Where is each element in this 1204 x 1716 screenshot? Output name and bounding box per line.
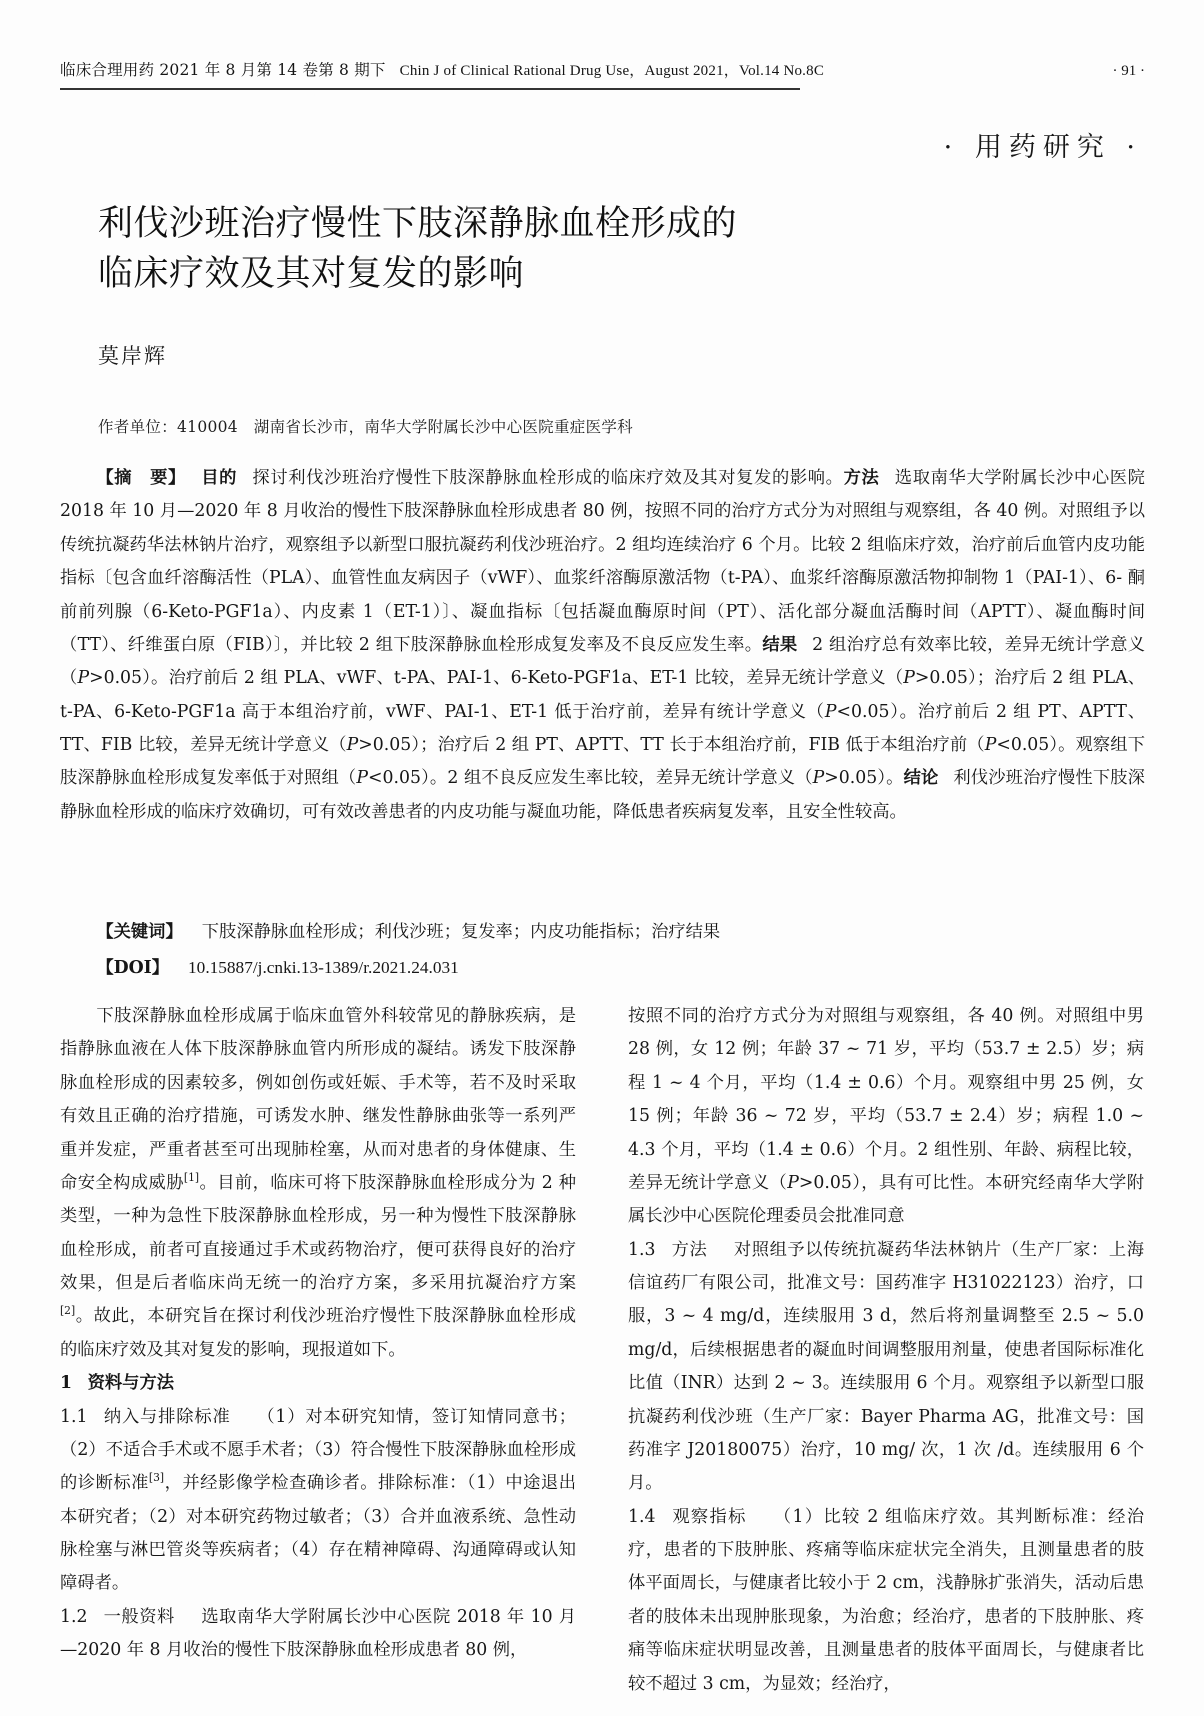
keywords-label: 【关键词】 bbox=[96, 922, 183, 942]
author-affiliation: 作者单位：410004 湖南省长沙市，南华大学附属长沙中心医院重症医学科 bbox=[98, 418, 633, 436]
intro-text-a: 下肢深静脉血栓形成属于临床血管外科较常见的静脉疾病，是指静脉血液在人体下肢深静脉血管内所形成的凝结。诱发下肢深静脉血栓形成的因素较多，例如创伤或妊娠、手术等，若不及时采取有效且正确的治疗措施，可诱发水肿、继发性静脉曲张等一系列严重并发症，严重者甚至可出现肺栓塞，从而对患者的身体健康、生命安全构成威胁 bbox=[60, 1006, 576, 1193]
general-data-text-a: 按照不同的治疗方式分为对照组与观察组，各 40 例。对照组中男 28 例，女 12 例；年龄 37 ~ 71 岁，平均（53.7 ± 2.5）岁；病程 1 ~ 4 个月，平均（1.4 ± 0.6）个月。观察组中男 25 例，女 15 例；年龄 36 ~ 72 岁，平均（53.7 ± 2.4）岁；病程 1.0 ~ 4.3 个月，平均（1.4 ± 0.6）个月。2 组性别、年龄、病程比较，差异无统计学意义（ bbox=[628, 1006, 1144, 1193]
section-1-3-number: 1.3 bbox=[628, 1239, 656, 1260]
general-data-text-b: >0.05），具有可比性。本研究经南华大学附属长沙中心医院伦理委员会批准同意 bbox=[628, 1172, 1144, 1227]
abstract-methods-text: 选取南华大学附属长沙中心医院 2018 年 10 月—2020 年 8 月收治的慢性下肢深静脉血栓形成患者 80 例，按照不同的治疗方式分为对照组与观察组，各 40 例。对照组予以传统抗凝药华法林钠片治疗，观察组予以新型口服抗凝药利伐沙班治疗。2 组均连续治疗 6 个月。比较 2 组临床疗效，治疗前后血管内皮功能指标〔包含血纤溶酶活性（PLA）、血管性血友病因子（vWF）、血浆纤溶酶原激活物（t-PA）、血浆纤溶酶原激活物抑制物 1（PAI-1）、6- 酮前前列腺（6-Keto-PGF1a）、内皮素 1（ET-1）〕、凝血指标〔包括凝血酶原时间（PT）、活化部分凝血活酶时间（APTT）、凝血酶时间（TT）、纤维蛋白原（FIB）〕，并比较 2 组下肢深静脉血栓形成复发率及不良反应发生率。 bbox=[60, 468, 1145, 655]
section-1-4 bbox=[628, 1501, 1144, 1701]
left-column bbox=[60, 1000, 576, 1700]
general-data-paragraph bbox=[628, 1000, 1144, 1234]
abstract-paragraph bbox=[60, 462, 1145, 829]
p-value-symbol-2: P bbox=[903, 668, 915, 689]
section-1-1-text-b: ，并经影像学检查确诊者。排除标准：（1）中途退出本研究者；（2）对本研究药物过敏者；（3）合并血液系统、急性动脉栓塞与淋巴管炎等疾病者；（4）存在精神障碍、沟通障碍或认知障碍者。 bbox=[60, 1473, 576, 1594]
section-1-3-title: 方法 bbox=[671, 1239, 708, 1260]
page-title bbox=[98, 200, 1098, 299]
abstract-block bbox=[60, 462, 1145, 829]
abstract-results-text-6: <0.05）。观察组下肢深静脉血栓形成复发率低于对照组（ bbox=[60, 735, 1145, 789]
p-value-symbol-8: P bbox=[787, 1172, 799, 1193]
section-1-title: 资料与方法 bbox=[87, 1373, 175, 1394]
p-value-symbol-1: P bbox=[77, 668, 90, 689]
intro-text-b: 。目前，临床可将下肢深静脉血栓形成分为 2 种类型，一种为急性下肢深静脉血栓形成，另一种为慢性下肢深静脉血栓形成，前者可直接通过手术或药物治疗，便可获得良好的治疗效果，但是后者临床尚无统一的治疗方案，多采用抗凝治疗方案 bbox=[60, 1172, 576, 1293]
section-1-2-number: 1.2 bbox=[60, 1606, 88, 1627]
doi-value: 10.15887/j.cnki.13-1389/r.2021.24.031 bbox=[188, 958, 459, 977]
title-line-1: 利伐沙班治疗慢性下肢深静脉血栓形成的 bbox=[98, 204, 738, 244]
running-head-cn: 临床合理用药 2021 年 8 月第 14 卷第 8 期下 bbox=[60, 61, 386, 79]
intro-text-c: 。故此，本研究旨在探讨利伐沙班治疗慢性下肢深静脉血栓形成的临床疗效及其对复发的影响，现报道如下。 bbox=[60, 1306, 576, 1360]
section-1-3 bbox=[628, 1234, 1144, 1501]
abstract-results-text-4: <0.05）。治疗前后 2 组 PT、APTT、TT、FIB 比较，差异无统计学意义（ bbox=[60, 701, 1145, 755]
section-1-4-text: （1）比较 2 组临床疗效。其判断标准：经治疗，患者的下肢肿胀、疼痛等临床症状完全消失，且测量患者的肢体平面周长，与健康者比较小于 2 cm，浅静脉扩张消失，活动后患者的肢体未出现肿胀现象，为治愈；经治疗，患者的下肢肿胀、疼痛等临床症状明显改善，且测量患者的肢体平面周长，与健康者比较不超过 3 cm，为显效；经治疗， bbox=[628, 1506, 1144, 1694]
abstract-objective-label: 目的 bbox=[200, 468, 238, 488]
running-head-left bbox=[60, 58, 824, 83]
p-value-symbol-4: P bbox=[346, 735, 359, 755]
p-value-symbol-6: P bbox=[356, 768, 368, 789]
section-mark: · 用药研究 · bbox=[943, 132, 1142, 163]
p-value-symbol-7: P bbox=[812, 768, 825, 789]
abstract-results-text-2: >0.05）。治疗前后 2 组 PLA、vWF、t-PA、PAI-1、6-Keto-PGF1a、ET-1 比较，差异无统计学意义（ bbox=[89, 668, 904, 689]
section-1-1-number: 1.1 bbox=[60, 1406, 88, 1427]
abstract-objective-text: 探讨利伐沙班治疗慢性下肢深静脉血栓形成的临床疗效及其对复发的影响。 bbox=[251, 468, 844, 488]
p-value-symbol-5: P bbox=[984, 735, 997, 755]
doi-label: 【DOI】 bbox=[96, 958, 170, 978]
section-1-1-title: 纳入与排除标准 bbox=[103, 1406, 231, 1427]
keywords-text: 下肢深静脉血栓形成；利伐沙班；复发率；内皮功能指标；治疗结果 bbox=[201, 922, 721, 942]
section-1-2-text: 选取南华大学附属长沙中心医院 2018 年 10 月—2020 年 8 月收治的慢性下肢深静脉血栓形成患者 80 例， bbox=[60, 1606, 576, 1661]
page-number: · 91 · bbox=[1112, 63, 1145, 79]
running-head-rule bbox=[60, 88, 800, 90]
section-1-1-text-a: （1）对本研究知情，签订知情同意书；（2）不适合手术或不愿手术者；（3）符合慢性下肢深静脉血栓形成的诊断标准 bbox=[60, 1406, 576, 1494]
abstract-label: 【摘 要】 bbox=[96, 468, 186, 488]
abstract-methods-label: 方法 bbox=[843, 468, 880, 488]
section-1-4-title: 观察指标 bbox=[671, 1506, 747, 1527]
section-1-2-title: 一般资料 bbox=[103, 1606, 175, 1627]
abstract-conclusion-label: 结论 bbox=[903, 768, 939, 789]
section-1-number: 1 bbox=[60, 1373, 73, 1394]
doi-row bbox=[60, 952, 1145, 985]
abstract-results-text-1: 2 组治疗总有效率比较，差异无统计学意义（ bbox=[60, 634, 1145, 689]
abstract-results-text-7: <0.05）。2 组不良反应发生率比较，差异无统计学意义（ bbox=[368, 768, 813, 789]
title-line-2: 临床疗效及其对复发的影响 bbox=[98, 253, 525, 294]
section-1-1 bbox=[60, 1401, 576, 1601]
abstract-results-text-8: >0.05）。 bbox=[824, 768, 904, 789]
running-head-en: Chin J of Clinical Rational Drug Use，August 2021，Vol.14 No.8C bbox=[399, 63, 825, 79]
body-columns bbox=[60, 1000, 1145, 1700]
intro-paragraph bbox=[60, 1000, 576, 1367]
section-1-2 bbox=[60, 1601, 576, 1668]
p-value-symbol-3: P bbox=[824, 701, 837, 722]
section-1-4-number: 1.4 bbox=[628, 1506, 656, 1527]
section-heading-1 bbox=[60, 1367, 576, 1400]
running-head bbox=[60, 58, 1145, 83]
right-column bbox=[628, 1000, 1144, 1700]
abstract-results-text-5: >0.05）；治疗后 2 组 PT、APTT、TT 长于本组治疗前，FIB 低于本组治疗前（ bbox=[358, 735, 985, 755]
section-1-3-text: 对照组予以传统抗凝药华法林钠片（生产厂家：上海信谊药厂有限公司，批准文号：国药准字 H31022123）治疗，口服，3 ~ 4 mg/d，连续服用 3 d，然后将剂量调整至 2.5 ~ 5.0 mg/d，后续根据患者的凝血时间调整服用剂量，使患者国际标准化比值（INR）达到 2 ~ 3。连续服用 6 个月。观察组予以新型口服抗凝药利伐沙班（生产厂家：Bayer Pharma AG，批准文号：国药准字 J20180075）治疗，10 mg/ 次，1 次 /d。连续服用 6 个月。 bbox=[628, 1239, 1144, 1494]
author-name: 莫岸辉 bbox=[98, 344, 167, 368]
reference-marker-3: [3] bbox=[148, 1471, 165, 1485]
abstract-conclusion-text: 利伐沙班治疗慢性下肢深静脉血栓形成的临床疗效确切，可有效改善患者的内皮功能与凝血功能，降低患者疾病复发率，且安全性较高。 bbox=[60, 768, 1145, 822]
keywords-row bbox=[60, 916, 1145, 949]
reference-marker-2: [2] bbox=[60, 1304, 76, 1318]
abstract-results-label: 结果 bbox=[762, 634, 798, 655]
reference-marker-1: [1] bbox=[183, 1171, 200, 1185]
abstract-results-text-3: >0.05）；治疗后 2 组 PLA、t-PA、6-Keto-PGF1a 高于本组治疗前，vWF、PAI-1、ET-1 低于治疗前，差异有统计学意义（ bbox=[60, 668, 1145, 722]
